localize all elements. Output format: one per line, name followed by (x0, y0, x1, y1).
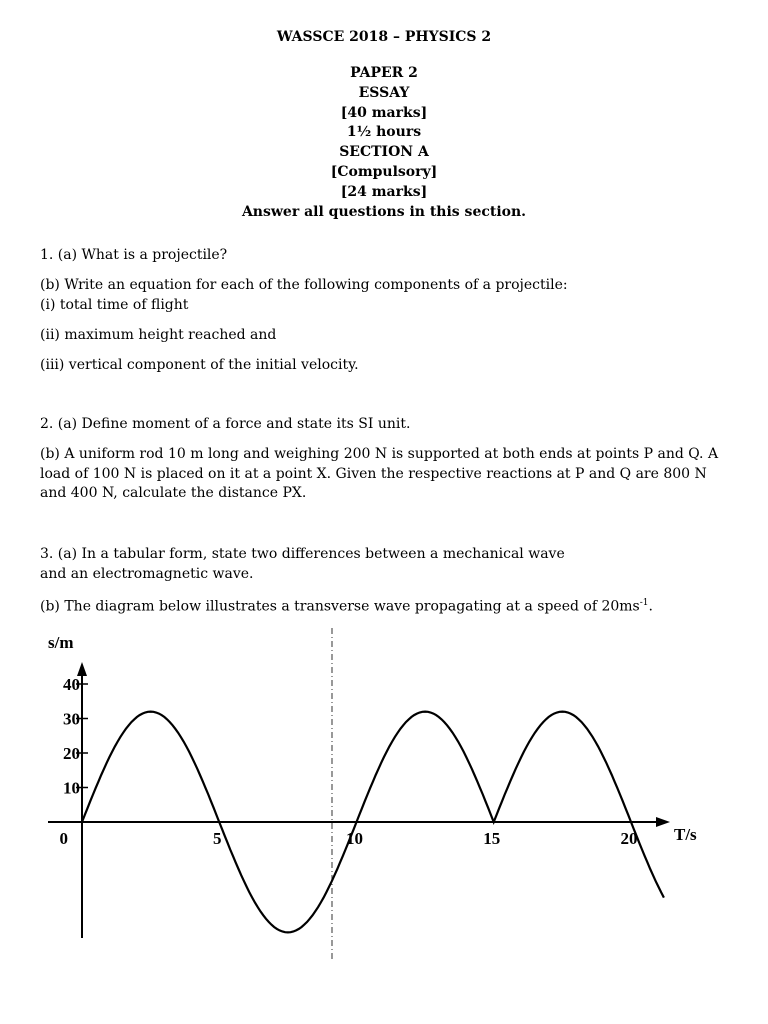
header-line-marks: [40 marks] (340, 104, 428, 121)
x-axis-arrow (656, 817, 670, 827)
y-ticks (63, 675, 88, 798)
y-tick-label: 10 (63, 778, 80, 798)
question-1b: (b) Write an equation for each of the following components of a projectile: (40, 277, 568, 293)
x-ticks (60, 829, 638, 848)
header-line-instruction: Answer all questions in this section. (241, 203, 527, 220)
question-1b-i: (i) total time of flight (40, 297, 189, 313)
header-line-paper: PAPER 2 (350, 65, 418, 81)
exam-title: WASSCE 2018 – PHYSICS 2 (276, 29, 492, 45)
header-line-compulsory: [Compulsory] (330, 163, 438, 180)
x-tick-label: 15 (483, 829, 501, 848)
x-axis-label: T/s (674, 825, 697, 844)
x-tick-label: 0 (59, 829, 68, 848)
x-tick-label: 5 (213, 829, 222, 848)
header-line-duration: 1½ hours (346, 124, 422, 141)
header-line-section-marks: [24 marks] (340, 183, 428, 200)
y-tick-label: 40 (63, 675, 80, 694)
question-3a: 3. (a) In a tabular form, state two differences between a mechanical wave and an electromagnetic wave. (40, 546, 565, 582)
question-1a: 1. (a) What is a projectile? (40, 247, 228, 263)
question-3b (40, 594, 730, 617)
x-tick-label: 10 (346, 829, 363, 848)
y-tick-label: 30 (63, 709, 80, 729)
question-3b-text: (b) The diagram below illustrates a transverse wave propagating at a speed of 20ms (40, 598, 640, 615)
y-axis-arrow (77, 662, 87, 676)
exam-header (0, 29, 768, 222)
question-1b-iii: (iii) vertical component of the initial velocity. (40, 357, 359, 373)
wave-graph (0, 620, 768, 970)
question-2a: 2. (a) Define moment of a force and state its SI unit. (40, 416, 411, 432)
y-tick-label: 20 (63, 744, 80, 763)
question-2b: (b) A uniform rod 10 m long and weighing 200 N is supported at both ends at points P and Q. A load of 100 N is placed on it at a point X. Given the respective reactions at P and Q are 800 N and 400 N, calculate the distance PX. (40, 446, 719, 502)
header-line-section: SECTION A (339, 144, 429, 161)
question-1b-ii: (ii) maximum height reached and (40, 327, 277, 343)
header-line-essay: ESSAY (358, 84, 410, 101)
x-tick-label: 20 (620, 829, 638, 848)
y-axis-label: s/m (48, 633, 74, 652)
question-3b-superscript: -1 (639, 598, 649, 608)
question-3b-end: . (648, 598, 653, 615)
